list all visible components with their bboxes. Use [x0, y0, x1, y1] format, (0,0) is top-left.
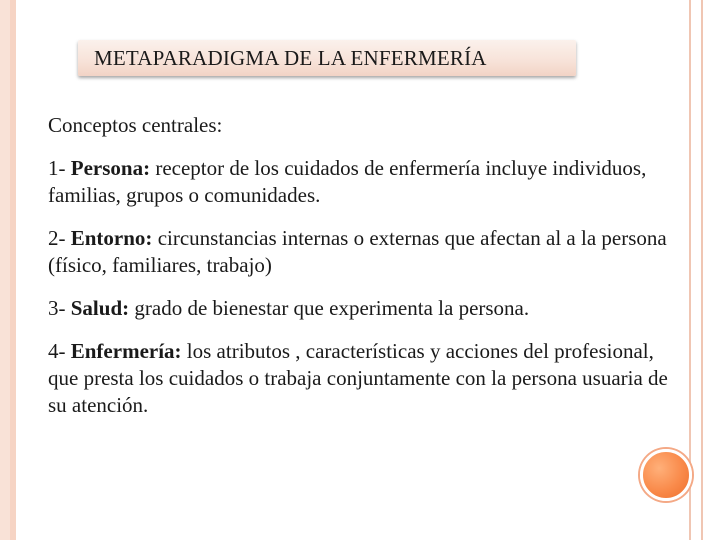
concept-item-salud: [48, 295, 678, 322]
slide-title: METAPARADIGMA DE LA ENFERMERÍA: [94, 46, 487, 70]
item-term: Enfermería:: [70, 339, 182, 363]
right-border-decoration: [689, 0, 703, 540]
intro-text: Conceptos centrales:: [48, 113, 223, 137]
item-text: receptor de los cuidados de enfermería incluye individuos, familias, grupos o comunidades.: [48, 156, 647, 207]
slide-body: [48, 112, 678, 419]
item-number: 3-: [48, 296, 71, 320]
item-number: 2-: [48, 226, 71, 250]
concept-item-persona: [48, 155, 678, 209]
item-number: 1-: [48, 156, 71, 180]
concept-item-enfermeria: [48, 338, 678, 419]
concept-item-entorno: [48, 225, 678, 279]
left-border-decoration: [0, 0, 16, 540]
item-term: Persona:: [70, 156, 151, 180]
item-text: grado de bienestar que experimenta la persona.: [129, 296, 530, 320]
item-term: Entorno:: [70, 226, 153, 250]
item-term: Salud:: [70, 296, 130, 320]
decorative-circle-icon: [640, 449, 692, 501]
title-banner: [78, 40, 576, 76]
item-text: los atributos , características y acciones del profesional, que presta los cuidados o trabaja conjuntamente con la persona usuaria de su atención.: [48, 339, 668, 417]
left-border-inner: [0, 0, 10, 540]
item-text: circunstancias internas o externas que afectan al a la persona (físico, familiares, trabajo): [48, 226, 667, 277]
item-number: 4-: [48, 339, 71, 363]
